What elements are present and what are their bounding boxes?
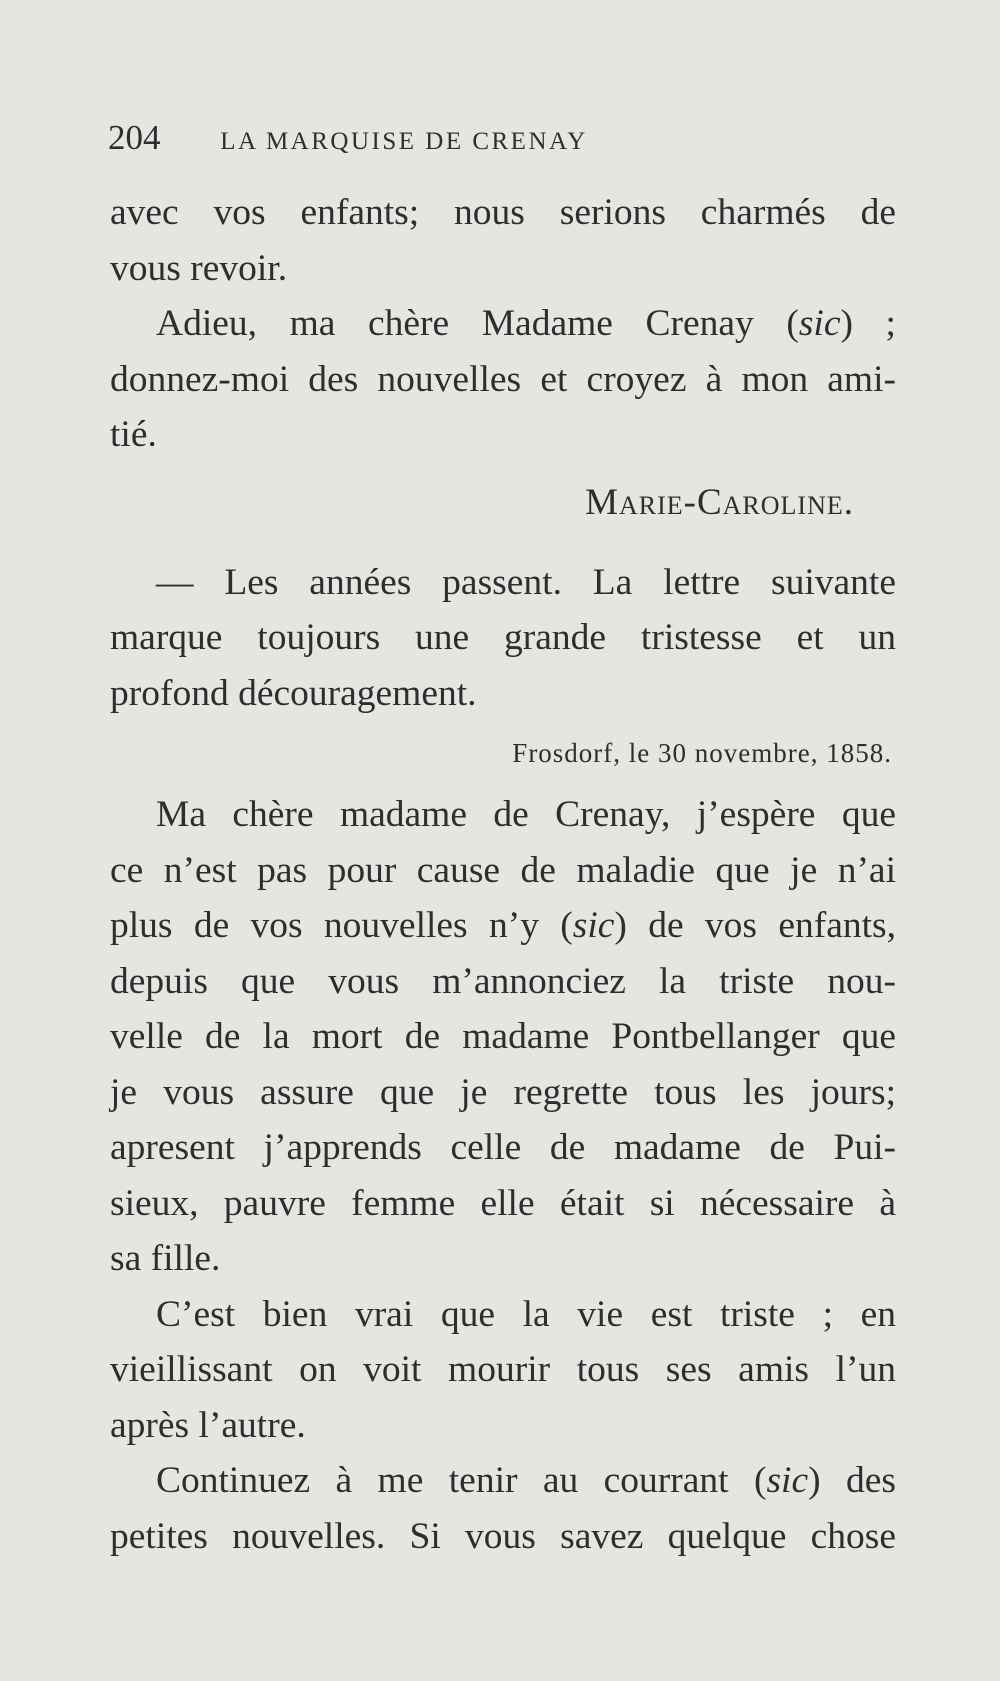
signature: Marie-Caroline. [585, 481, 854, 523]
running-header [108, 118, 708, 158]
text-line: vous revoir. [110, 247, 288, 289]
text-fragment: ) de vos enfants, [614, 905, 896, 946]
text-line: avec vos enfants; nous serions charmés de [110, 192, 896, 233]
text-line: — Les années passent. La lettre suivante [156, 561, 896, 603]
text-line: Ma chère madame de Crenay, j’espère que [156, 794, 896, 835]
text-line: sa fille. [110, 1238, 221, 1279]
text-line: après l’autre. [110, 1404, 306, 1446]
text-line: marque toujours une grande tristesse et un [110, 617, 896, 658]
text-line: ce n’est pas pour cause de maladie que je n’ai [110, 849, 896, 891]
text-fragment: Adieu, ma chère Madame Crenay ( [156, 303, 799, 344]
body-text [110, 185, 896, 1564]
text-fragment: Continuez à me tenir au courrant ( [156, 1460, 767, 1501]
text-fragment: ) ; [840, 303, 896, 344]
text-fragment: ) des [808, 1460, 896, 1501]
text-line: profond découragement. [110, 672, 477, 714]
text-line: velle de la mort de madame Pontbellanger que [110, 1016, 896, 1057]
running-title: LA MARQUISE DE CRENAY [220, 128, 588, 155]
text-line [110, 1453, 896, 1509]
text-line [110, 898, 896, 954]
text-line: apresent j’apprends celle de madame de Pui- [110, 1127, 896, 1168]
sic-italic: sic [798, 303, 841, 344]
spacer [110, 533, 896, 555]
text-fragment: plus de vos nouvelles n’y ( [110, 905, 573, 946]
text-line: je vous assure que je regrette tous les jours; [110, 1071, 896, 1113]
sic-italic: sic [766, 1460, 809, 1501]
text-line: vieillissant on voit mourir tous ses amis l’un [110, 1349, 896, 1390]
text-line: depuis que vous m’annonciez la triste nou- [110, 960, 896, 1002]
text-line: donnez-moi des nouvelles et croyez à mon ami- [110, 358, 896, 400]
text-line: petites nouvelles. Si vous savez quelque chose [110, 1515, 896, 1557]
letter-dateline: Frosdorf, le 30 novembre, 1858. [512, 738, 892, 768]
sic-italic: sic [572, 905, 615, 946]
text-line: C’est bien vrai que la vie est triste ; en [156, 1293, 896, 1335]
text-line: sieux, pauvre femme elle était si nécessaire à [110, 1182, 896, 1224]
page-number: 204 [108, 118, 161, 157]
text-line [110, 296, 896, 352]
text-line: tié. [110, 414, 157, 455]
